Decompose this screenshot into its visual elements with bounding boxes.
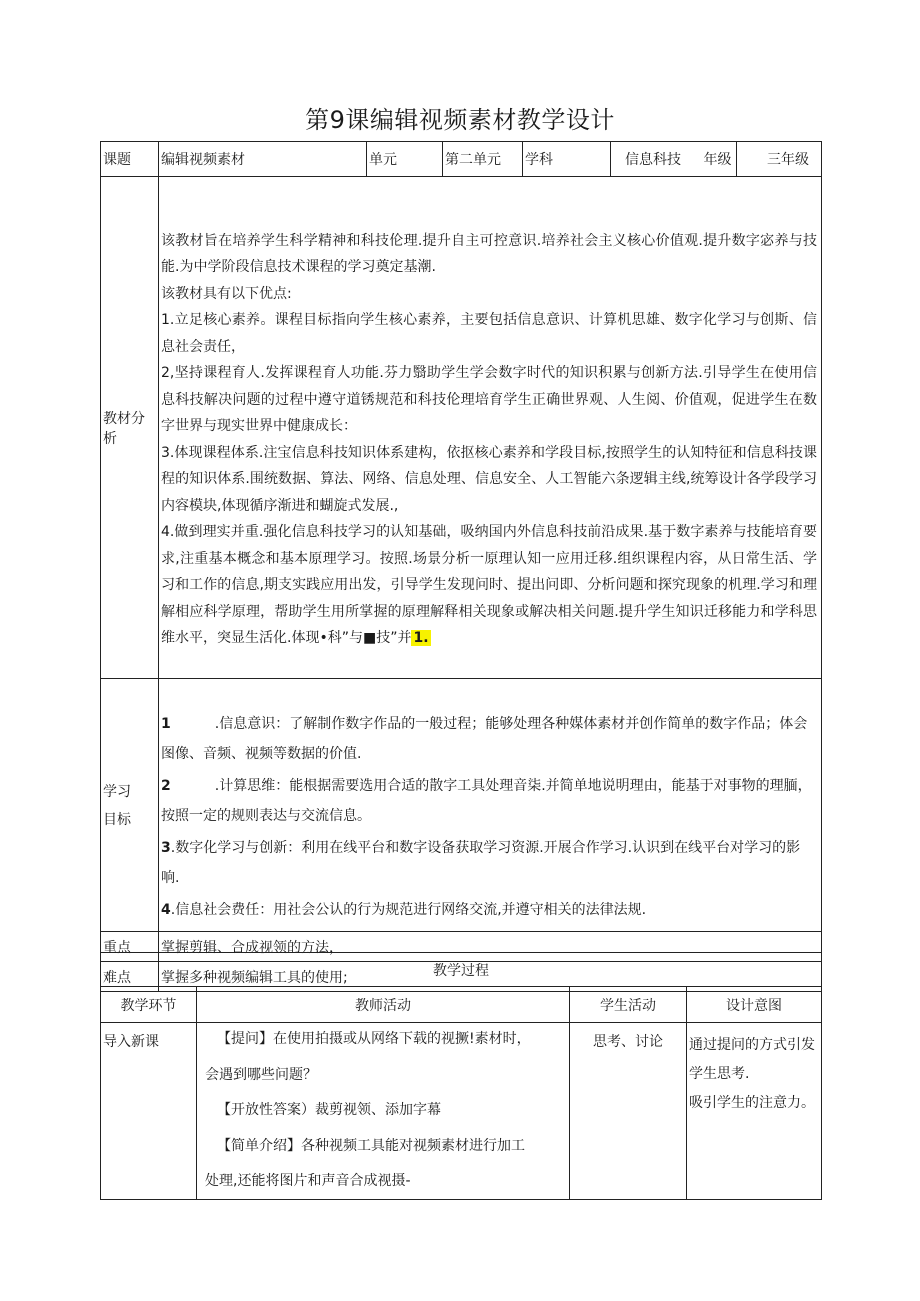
process-row xyxy=(101,1023,822,1200)
analysis-paragraph: 该教材旨在培养学生科学精神和科技伦理.提升自主可控意识.培养社会主义核心价值观.提升数字宓养与技能.为中学阶段信息技术课程的学习奠定基潮. xyxy=(161,232,817,275)
grade-value: 三年级 xyxy=(737,142,822,177)
process-title: 教学过程 xyxy=(101,953,822,987)
process-stage: 导入新课 xyxy=(101,1023,197,1200)
unit-value: 第二单元 xyxy=(443,142,523,177)
teaching-process-table xyxy=(100,952,822,1200)
objective-number: 2 xyxy=(161,778,171,794)
subject-grade-cell xyxy=(611,142,737,177)
highlight-mark: 1. xyxy=(413,630,429,646)
teacher-activity xyxy=(197,1023,570,1200)
analysis-row xyxy=(101,177,822,679)
objectives-label-line: 目标 xyxy=(103,812,131,828)
analysis-content xyxy=(159,177,822,679)
objective-number: 1 xyxy=(161,716,171,732)
analysis-paragraph-text: 4.做到理实并重.强化信息科技学习的认知基础，吸纳国内外信息科技前沿成果.基于数字素养与技能培育要求,注重基本概念和基本原理学习。按照.场景分析一原理认知一应用迁移.组织课程内容，从日常生活、学习和工作的信息,期支实践应用出发，引导学生发现问时、提出问即、分析问题和探究现象的机理.学习和理解相应科学原理，帮助学生用所掌握的原理解释相关现象或解决相关问题.提升学生知识迁移能力和学科思维水平，突显生活化.体现•科”与■技”并 xyxy=(161,524,817,646)
student-activity: 思考、讨论 xyxy=(570,1023,687,1200)
objective-item xyxy=(161,771,817,831)
objectives-label xyxy=(101,679,159,932)
objective-item xyxy=(161,709,817,769)
objective-item xyxy=(161,895,817,925)
design-intent-line: 吸引学生的注意力。 xyxy=(689,1095,815,1111)
header-row xyxy=(101,142,822,177)
process-header-design: 设计意图 xyxy=(687,987,822,1023)
design-intent-line: 通过提问的方式引发 xyxy=(689,1037,815,1053)
topic-value: 编辑视频素材 xyxy=(159,142,367,177)
objectives-label-line: 学习 xyxy=(103,784,131,800)
subject-label: 学科 xyxy=(523,142,611,177)
subject-value: 信息科技 xyxy=(625,152,681,168)
objectives-row xyxy=(101,679,822,932)
teacher-activity-line: 会遇到哪些问题？ xyxy=(205,1066,317,1083)
analysis-paragraph: 该教材具有以下优点: xyxy=(161,285,292,302)
objectives-content xyxy=(159,679,822,932)
analysis-label: 教材分析 xyxy=(101,177,159,679)
objective-text: .信息意识：了解制作数字作品的一般过程；能够处理各种媒体素材并创作简单的数字作品；体会图像、音频、视频等数据的价值. xyxy=(161,716,808,762)
teacher-activity-line: 【提问】在使用拍摄或从网络下载的视撅!素材时， xyxy=(217,1031,531,1047)
process-header-student: 学生活动 xyxy=(570,987,687,1023)
document-title: 第9课编辑视频素材教学设计 xyxy=(305,106,615,134)
objective-item xyxy=(161,833,817,893)
difficulty-label: 难点 xyxy=(101,962,159,992)
key-point-label: 重点 xyxy=(101,932,159,962)
objective-text: .计算思维：能根据需要选用合适的散字工具处理音柒.并简单地说明理由，能基于对事物的理腼，按照一定的规则表达与交流信息。 xyxy=(161,778,812,824)
objective-text: .信息社会费任：用社会公认的行为规范进行网络交流,并遵守相关的法律法规. xyxy=(170,902,647,918)
process-header-teacher: 教师活动 xyxy=(197,987,570,1023)
process-header-stage: 教学环节 xyxy=(101,987,197,1023)
analysis-paragraph: 3.体现课程体系.注宝信息科技知识体系建构，依抠核心素养和学段目标,按照学生的认知特征和信息科技课程的知识体系.围统数据、算法、网络、信息处理、信息安全、人工智能六条逻辑主线,统筹设计各学段学习内容模块,体现循序渐进和蝴旋式发展., xyxy=(161,444,817,514)
objective-text: .数字化学习与创新：利用在线平台和数字设备获取学习资源.开展合作学习.认识到在线平台对学习的影响. xyxy=(161,840,801,886)
analysis-paragraph: 2,坚持课程育人.发挥课程育人功能.芬力翳助学生学会数字时代的知识积累与创新方法.引导学生在使用信息科技解决问题的过程中遵守道锈规范和科技伦理培育学生正确世界观、人生阅、价值观，促进学生在数字世界与现实世界中健康成长： xyxy=(161,365,817,434)
teacher-activity-line: 处理,还能将图片和声音合成视摄- xyxy=(205,1173,411,1189)
process-title-row xyxy=(101,953,822,987)
difficulty-text: 掌握多种视频编辑工具的使用; xyxy=(159,962,822,992)
teacher-activity-line: 【简单介绍】各种视频工具能对视频素材进行加工 xyxy=(217,1137,525,1154)
analysis-paragraph xyxy=(161,519,817,652)
key-point-text: 掌握剪辑、合成视领的方法， xyxy=(159,932,822,962)
topic-label: 课题 xyxy=(101,142,159,177)
teacher-activity-line: 【开放性答案）裁剪视领、添加字幕 xyxy=(217,1102,441,1118)
unit-label: 单元 xyxy=(367,142,443,177)
design-intent-line: 学生思考. xyxy=(689,1066,750,1082)
objective-number: 4 xyxy=(161,902,171,918)
design-intent xyxy=(687,1023,822,1200)
analysis-paragraph: 1.立足核心素养。课程目标指向学生核心素养，主要包括信息意识、计算机思雄、数字化学习与创斯、信息社会责任， xyxy=(161,312,817,355)
objective-number: 3 xyxy=(161,840,171,856)
lesson-info-table xyxy=(100,141,822,992)
grade-label: 年级 xyxy=(703,152,732,168)
process-header-row xyxy=(101,987,822,1023)
